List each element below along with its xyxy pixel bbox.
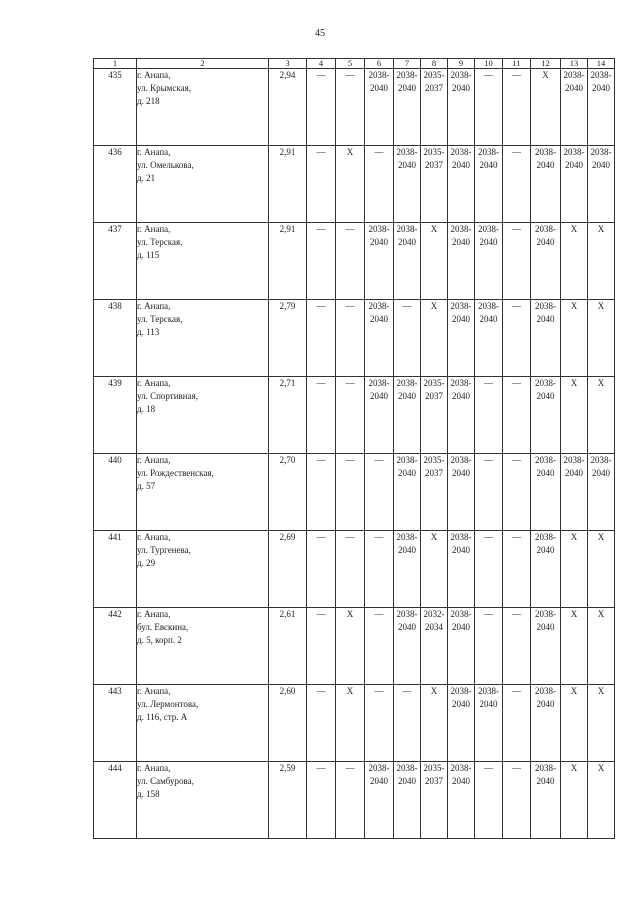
address-cell — [137, 762, 269, 839]
period-cell: — — [336, 454, 365, 531]
period-end: 2034 — [425, 622, 443, 632]
period-cell: Х — [561, 300, 588, 377]
period-cell — [448, 146, 475, 223]
row-number: 440 — [94, 454, 137, 531]
period-cell: Х — [588, 685, 615, 762]
period-cell: — — [503, 300, 531, 377]
period-cell — [421, 608, 448, 685]
period-cell — [394, 146, 421, 223]
row-number: 438 — [94, 300, 137, 377]
period-start: 2038- — [368, 224, 390, 234]
period-end: 2040 — [565, 468, 583, 478]
period-cell — [531, 377, 561, 454]
period-end: 2040 — [592, 468, 610, 478]
area-value: 2,71 — [269, 377, 307, 454]
column-header: 12 — [531, 59, 561, 69]
period-start: 2038- — [396, 147, 418, 157]
period-cell — [448, 377, 475, 454]
address-line: ул. Спортивная, — [137, 391, 198, 401]
period-start: 2038- — [450, 301, 472, 311]
table-row — [94, 531, 615, 608]
period-end: 2040 — [536, 622, 555, 632]
period-cell — [421, 377, 448, 454]
address-line: ул. Тургенева, — [137, 545, 191, 555]
area-value: 2,59 — [269, 762, 307, 839]
period-cell — [394, 377, 421, 454]
period-cell: — — [336, 762, 365, 839]
address-line: г. Анапа, — [137, 70, 171, 80]
row-number: 443 — [94, 685, 137, 762]
period-start: 2038- — [450, 763, 472, 773]
period-end: 2040 — [452, 468, 470, 478]
period-cell: — — [503, 608, 531, 685]
address-line: г. Анапа, — [137, 378, 171, 388]
period-start: 2038- — [563, 455, 585, 465]
period-start: 2038- — [396, 70, 418, 80]
period-end: 2037 — [425, 83, 443, 93]
period-start: 2038- — [535, 455, 556, 465]
period-cell: Х — [588, 223, 615, 300]
address-line: г. Анапа, — [137, 147, 171, 157]
period-cell: — — [475, 762, 503, 839]
period-cell — [448, 685, 475, 762]
area-value: 2,61 — [269, 608, 307, 685]
period-cell: — — [503, 69, 531, 146]
table-row — [94, 762, 615, 839]
period-cell: — — [336, 531, 365, 608]
address-line: ул. Лермонтова, — [137, 699, 199, 709]
period-start: 2038- — [563, 70, 585, 80]
period-cell — [365, 223, 394, 300]
period-start: 2038- — [396, 763, 418, 773]
period-end: 2037 — [425, 468, 443, 478]
period-start: 2038- — [478, 147, 499, 157]
period-start: 2038- — [368, 763, 390, 773]
period-start: 2038- — [478, 686, 499, 696]
period-end: 2040 — [536, 776, 555, 786]
period-cell — [588, 146, 615, 223]
table-row — [94, 377, 615, 454]
period-cell — [421, 146, 448, 223]
period-cell — [394, 454, 421, 531]
period-cell: — — [336, 223, 365, 300]
period-cell: — — [336, 300, 365, 377]
period-cell — [394, 762, 421, 839]
address-line: д. 113 — [137, 327, 160, 337]
period-cell: Х — [421, 223, 448, 300]
period-cell — [531, 223, 561, 300]
address-cell — [137, 531, 269, 608]
period-start: 2038- — [368, 378, 390, 388]
area-value: 2,91 — [269, 146, 307, 223]
period-end: 2040 — [479, 699, 498, 709]
area-value: 2,94 — [269, 69, 307, 146]
period-end: 2040 — [592, 160, 610, 170]
period-end: 2040 — [398, 160, 416, 170]
period-end: 2040 — [398, 237, 416, 247]
period-start: 2038- — [450, 455, 472, 465]
period-start: 2035- — [423, 147, 445, 157]
period-start: 2038- — [478, 301, 499, 311]
address-line: ул. Крымская, — [137, 83, 191, 93]
period-cell — [394, 531, 421, 608]
period-cell: — — [307, 377, 336, 454]
period-end: 2040 — [398, 622, 416, 632]
area-value: 2,70 — [269, 454, 307, 531]
row-number: 441 — [94, 531, 137, 608]
address-cell — [137, 146, 269, 223]
period-end: 2040 — [370, 391, 388, 401]
period-cell — [531, 608, 561, 685]
address-line: д. 116, стр. А — [137, 712, 188, 722]
address-cell — [137, 223, 269, 300]
period-cell: Х — [561, 685, 588, 762]
period-start: 2038- — [590, 70, 612, 80]
column-header: 8 — [421, 59, 448, 69]
period-end: 2037 — [425, 776, 443, 786]
period-start: 2038- — [450, 70, 472, 80]
period-start: 2038- — [535, 224, 556, 234]
table-row — [94, 685, 615, 762]
period-end: 2040 — [398, 83, 416, 93]
period-cell — [448, 300, 475, 377]
address-line: г. Анапа, — [137, 224, 171, 234]
address-line: д. 115 — [137, 250, 160, 260]
period-cell — [588, 69, 615, 146]
period-cell — [475, 223, 503, 300]
row-number: 437 — [94, 223, 137, 300]
column-header: 3 — [269, 59, 307, 69]
address-line: бул. Евскина, — [137, 622, 189, 632]
period-end: 2040 — [452, 314, 470, 324]
column-header: 11 — [503, 59, 531, 69]
address-line: д. 218 — [137, 96, 160, 106]
column-header: 14 — [588, 59, 615, 69]
period-end: 2040 — [398, 545, 416, 555]
period-cell — [448, 223, 475, 300]
address-line: д. 29 — [137, 558, 156, 568]
column-header: 6 — [365, 59, 394, 69]
period-end: 2037 — [425, 391, 443, 401]
period-start: 2038- — [535, 378, 556, 388]
period-start: 2038- — [368, 301, 390, 311]
period-start: 2035- — [423, 70, 445, 80]
period-cell: — — [475, 69, 503, 146]
period-cell: Х — [421, 531, 448, 608]
period-end: 2040 — [565, 83, 583, 93]
period-start: 2038- — [535, 686, 556, 696]
period-start: 2038- — [535, 532, 556, 542]
address-cell — [137, 608, 269, 685]
period-cell: Х — [588, 300, 615, 377]
period-end: 2040 — [536, 237, 555, 247]
row-number: 442 — [94, 608, 137, 685]
period-cell — [561, 146, 588, 223]
period-end: 2040 — [479, 314, 498, 324]
address-line: д. 158 — [137, 789, 160, 799]
period-cell: Х — [561, 762, 588, 839]
address-cell — [137, 377, 269, 454]
period-end: 2040 — [452, 622, 470, 632]
period-cell — [475, 146, 503, 223]
column-header: 1 — [94, 59, 137, 69]
address-line: г. Анапа, — [137, 609, 171, 619]
period-cell: Х — [561, 531, 588, 608]
address-cell — [137, 685, 269, 762]
period-cell: — — [307, 762, 336, 839]
address-cell — [137, 454, 269, 531]
address-line: ул. Рождественская, — [137, 468, 214, 478]
period-cell: Х — [421, 300, 448, 377]
period-end: 2040 — [592, 83, 610, 93]
period-cell: — — [475, 454, 503, 531]
column-header: 4 — [307, 59, 336, 69]
period-start: 2038- — [396, 609, 418, 619]
table-row — [94, 146, 615, 223]
period-cell — [421, 69, 448, 146]
period-start: 2038- — [396, 378, 418, 388]
period-cell: — — [475, 531, 503, 608]
table-body — [94, 69, 615, 839]
table-row — [94, 300, 615, 377]
period-cell: — — [503, 762, 531, 839]
table-row — [94, 454, 615, 531]
period-cell: — — [503, 146, 531, 223]
table-row — [94, 608, 615, 685]
row-number: 444 — [94, 762, 137, 839]
column-header: 13 — [561, 59, 588, 69]
address-line: д. 57 — [137, 481, 156, 491]
period-cell: — — [307, 454, 336, 531]
period-cell: — — [336, 69, 365, 146]
period-cell: Х — [421, 685, 448, 762]
period-cell — [421, 762, 448, 839]
address-line: д. 21 — [137, 173, 156, 183]
period-end: 2040 — [370, 83, 388, 93]
address-line: г. Анапа, — [137, 763, 171, 773]
period-start: 2038- — [396, 224, 418, 234]
period-cell: Х — [336, 146, 365, 223]
period-end: 2040 — [452, 699, 470, 709]
period-cell — [531, 762, 561, 839]
column-header: 7 — [394, 59, 421, 69]
period-end: 2040 — [536, 314, 555, 324]
row-number: 436 — [94, 146, 137, 223]
period-end: 2040 — [452, 545, 470, 555]
period-cell: — — [365, 531, 394, 608]
period-cell: — — [365, 146, 394, 223]
address-line: г. Анапа, — [137, 686, 171, 696]
table-row — [94, 223, 615, 300]
area-value: 2,60 — [269, 685, 307, 762]
period-start: 2032- — [423, 609, 445, 619]
address-cell — [137, 69, 269, 146]
period-cell: — — [503, 377, 531, 454]
period-start: 2038- — [478, 224, 499, 234]
column-header: 10 — [475, 59, 503, 69]
period-end: 2040 — [452, 83, 470, 93]
address-line: ул. Самбурова, — [137, 776, 194, 786]
address-line: ул. Терская, — [137, 237, 183, 247]
period-cell: Х — [588, 531, 615, 608]
period-cell — [421, 454, 448, 531]
area-value: 2,91 — [269, 223, 307, 300]
period-start: 2038- — [450, 532, 472, 542]
period-cell: — — [307, 69, 336, 146]
period-cell — [531, 685, 561, 762]
period-end: 2040 — [398, 391, 416, 401]
period-cell: — — [365, 608, 394, 685]
address-line: ул. Терская, — [137, 314, 183, 324]
area-value: 2,69 — [269, 531, 307, 608]
period-cell: — — [307, 223, 336, 300]
period-cell: — — [394, 685, 421, 762]
row-number: 439 — [94, 377, 137, 454]
period-cell: — — [307, 685, 336, 762]
period-cell: Х — [561, 377, 588, 454]
period-start: 2038- — [450, 686, 472, 696]
period-cell: Х — [588, 608, 615, 685]
period-cell — [531, 531, 561, 608]
row-number: 435 — [94, 69, 137, 146]
period-cell: Х — [531, 69, 561, 146]
period-cell — [394, 69, 421, 146]
period-cell: — — [503, 454, 531, 531]
period-end: 2040 — [370, 776, 388, 786]
period-end: 2040 — [479, 160, 498, 170]
period-end: 2040 — [398, 776, 416, 786]
period-end: 2040 — [536, 391, 555, 401]
period-start: 2038- — [450, 378, 472, 388]
period-cell: — — [307, 146, 336, 223]
period-start: 2038- — [590, 455, 612, 465]
period-end: 2040 — [536, 160, 555, 170]
period-start: 2038- — [563, 147, 585, 157]
period-cell: — — [503, 531, 531, 608]
period-cell — [394, 608, 421, 685]
period-cell — [531, 454, 561, 531]
period-cell: Х — [588, 762, 615, 839]
period-cell: — — [336, 377, 365, 454]
period-cell — [448, 531, 475, 608]
period-end: 2040 — [370, 237, 388, 247]
period-start: 2038- — [590, 147, 612, 157]
page-number: 45 — [315, 28, 325, 39]
period-end: 2040 — [370, 314, 388, 324]
period-cell: — — [475, 608, 503, 685]
period-cell — [365, 762, 394, 839]
address-line: г. Анапа, — [137, 532, 171, 542]
period-cell — [448, 762, 475, 839]
period-end: 2040 — [452, 776, 470, 786]
period-cell: Х — [336, 608, 365, 685]
period-start: 2035- — [423, 455, 445, 465]
period-cell: Х — [336, 685, 365, 762]
period-cell — [531, 146, 561, 223]
period-cell — [448, 454, 475, 531]
period-cell — [475, 685, 503, 762]
period-cell — [475, 300, 503, 377]
period-end: 2040 — [398, 468, 416, 478]
period-start: 2038- — [535, 763, 556, 773]
period-start: 2038- — [396, 455, 418, 465]
period-start: 2038- — [535, 609, 556, 619]
period-cell — [531, 300, 561, 377]
period-start: 2038- — [450, 224, 472, 234]
period-cell: Х — [561, 223, 588, 300]
column-header: 9 — [448, 59, 475, 69]
period-end: 2040 — [452, 160, 470, 170]
period-cell: — — [475, 377, 503, 454]
period-cell: — — [307, 531, 336, 608]
period-cell — [561, 69, 588, 146]
column-header: 5 — [336, 59, 365, 69]
period-cell: — — [394, 300, 421, 377]
period-cell — [394, 223, 421, 300]
period-cell — [561, 454, 588, 531]
period-start: 2038- — [535, 147, 556, 157]
period-cell: — — [307, 608, 336, 685]
period-start: 2038- — [450, 147, 472, 157]
address-cell — [137, 300, 269, 377]
header-row — [94, 59, 615, 69]
period-end: 2040 — [536, 699, 555, 709]
period-start: 2035- — [423, 763, 445, 773]
period-start: 2038- — [450, 609, 472, 619]
period-end: 2040 — [536, 545, 555, 555]
period-cell — [448, 69, 475, 146]
address-line: ул. Омелькова, — [137, 160, 194, 170]
period-cell — [365, 377, 394, 454]
area-value: 2,79 — [269, 300, 307, 377]
address-line: г. Анапа, — [137, 301, 171, 311]
period-end: 2040 — [452, 237, 470, 247]
period-cell — [448, 608, 475, 685]
period-cell — [365, 300, 394, 377]
period-end: 2040 — [536, 468, 555, 478]
period-end: 2037 — [425, 160, 443, 170]
period-cell — [588, 454, 615, 531]
period-start: 2038- — [535, 301, 556, 311]
period-end: 2040 — [452, 391, 470, 401]
period-cell: — — [307, 300, 336, 377]
column-header: 2 — [137, 59, 269, 69]
schedule-table — [93, 58, 615, 839]
period-start: 2038- — [368, 70, 390, 80]
period-cell: Х — [561, 608, 588, 685]
period-cell: Х — [588, 377, 615, 454]
period-start: 2038- — [396, 532, 418, 542]
period-end: 2040 — [565, 160, 583, 170]
period-cell — [365, 69, 394, 146]
period-cell: — — [365, 685, 394, 762]
address-line: д. 18 — [137, 404, 156, 414]
address-line: г. Анапа, — [137, 455, 171, 465]
period-cell: — — [365, 454, 394, 531]
period-end: 2040 — [479, 237, 498, 247]
table-row — [94, 69, 615, 146]
period-cell: — — [503, 223, 531, 300]
period-start: 2035- — [423, 378, 445, 388]
address-line: д. 5, корп. 2 — [137, 635, 182, 645]
period-cell: — — [503, 685, 531, 762]
